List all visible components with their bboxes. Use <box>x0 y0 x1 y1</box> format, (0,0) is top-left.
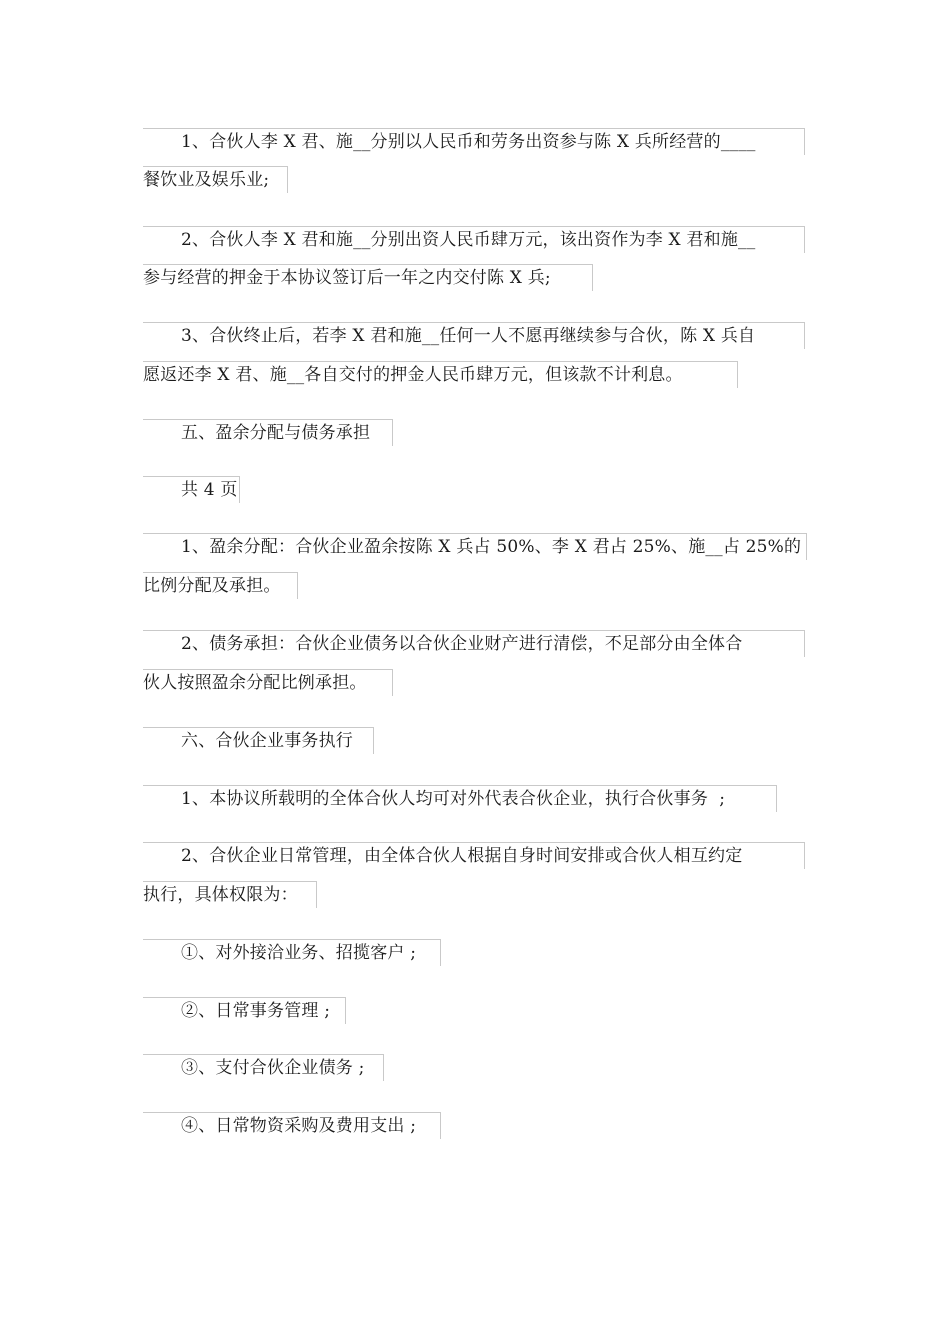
clause-2-line-2: 参与经营的押金于本协议签订后一年之内交付陈 X 兵; <box>143 264 593 291</box>
clause-2-line-1: 2、合伙人李 X 君和施__分别出资人民币肆万元，该出资作为李 X 君和施__ <box>143 226 805 253</box>
section-6-heading: 六、合伙企业事务执行 <box>143 727 374 754</box>
affairs-clause-1: 1、本协议所载明的全体合伙人均可对外代表合伙企业，执行合伙事务 ; <box>143 785 777 812</box>
clause-3-line-1: 3、合伙终止后，若李 X 君和施__任何一人不愿再继续参与合伙，陈 X 兵自 <box>143 322 805 349</box>
page-count: 共 4 页 <box>143 476 240 503</box>
clause-3-line-2: 愿返还李 X 君、施__各自交付的押金人民币肆万元，但该款不计利息。 <box>143 361 738 388</box>
authority-item-2: ②、日常事务管理 ; <box>143 997 346 1024</box>
debt-line-1: 2、债务承担：合伙企业债务以合伙企业财产进行清偿，不足部分由全体合 <box>143 630 805 657</box>
clause-1-line-1: 1、合伙人李 X 君、施__分别以人民币和劳务出资参与陈 X 兵所经营的____ <box>143 128 805 155</box>
affairs-clause-2-line-2: 执行，具体权限为： <box>143 881 317 908</box>
profit-distribution-line-2: 比例分配及承担。 <box>143 572 298 599</box>
authority-item-1: ①、对外接洽业务、招揽客户 ; <box>143 939 441 966</box>
affairs-clause-2-line-1: 2、合伙企业日常管理，由全体合伙人根据自身时间安排或合伙人相互约定 <box>143 842 805 869</box>
debt-line-2: 伙人按照盈余分配比例承担。 <box>143 669 393 696</box>
clause-1-line-2: 餐饮业及娱乐业; <box>143 166 288 193</box>
profit-distribution-line-1: 1、盈余分配：合伙企业盈余按陈 X 兵占 50%、李 X 君占 25%、施__占 25%的 <box>143 533 807 560</box>
section-5-heading: 五、盈余分配与债务承担 <box>143 419 393 446</box>
authority-item-4: ④、日常物资采购及费用支出 ; <box>143 1112 441 1139</box>
authority-item-3: ③、支付合伙企业债务 ; <box>143 1054 384 1081</box>
